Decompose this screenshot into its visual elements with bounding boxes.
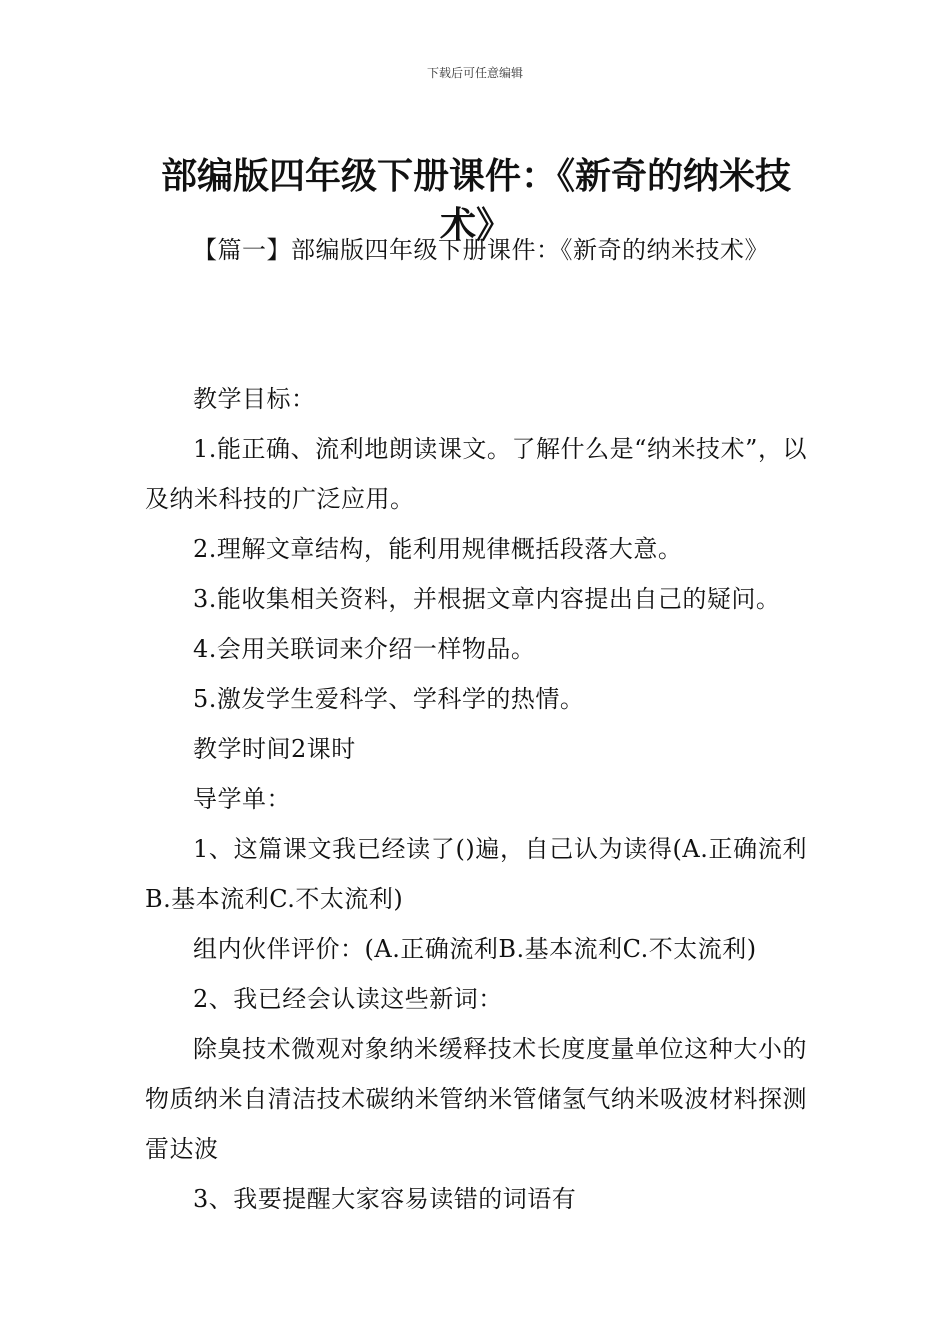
guide-item: 3、我要提醒大家容易读错的词语有: [193, 1185, 577, 1213]
objective-item: 5.激发学生爱科学、学科学的热情。: [193, 685, 585, 713]
guide-item: 2、我已经会认读这些新词：: [193, 985, 503, 1013]
objective-item: 3.能收集相关资料，并根据文章内容提出自己的疑问。: [193, 585, 781, 613]
objective-item: 2.理解文章结构，能利用规律概括段落大意。: [193, 535, 683, 563]
page-title: 部编版四年级下册课件：《新奇的纳米技术》: [160, 156, 791, 247]
header-note: 下载后可任意编辑: [426, 66, 523, 80]
guide-item: 1、这篇课文我已经读了()遍，自己认为读得(A.正确流利B.基本流利C.不太流利): [145, 835, 807, 913]
guide-item: 组内伙伴评价：(A.正确流利B.基本流利C.不太流利): [193, 935, 757, 963]
objectives-block: [145, 374, 807, 1224]
subtitle-block: [145, 225, 807, 275]
section-subtitle: 【篇一】部编版四年级下册课件：《新奇的纳米技术》: [193, 236, 769, 264]
guide-item: 除臭技术微观对象纳米缓释技术长度度量单位这种大小的物质纳米自清洁技术碳纳米管纳米管储氢气纳米吸波材料探测雷达波: [145, 1035, 807, 1163]
objectives-heading: 教学目标：: [193, 385, 316, 413]
guide-heading: 导学单：: [193, 785, 291, 813]
teaching-time: 教学时间2课时: [193, 735, 356, 763]
objective-item: 4.会用关联词来介绍一样物品。: [193, 635, 536, 663]
objective-item: 1.能正确、流利地朗读课文。了解什么是“纳米技术”，以及纳米科技的广泛应用。: [145, 435, 807, 513]
